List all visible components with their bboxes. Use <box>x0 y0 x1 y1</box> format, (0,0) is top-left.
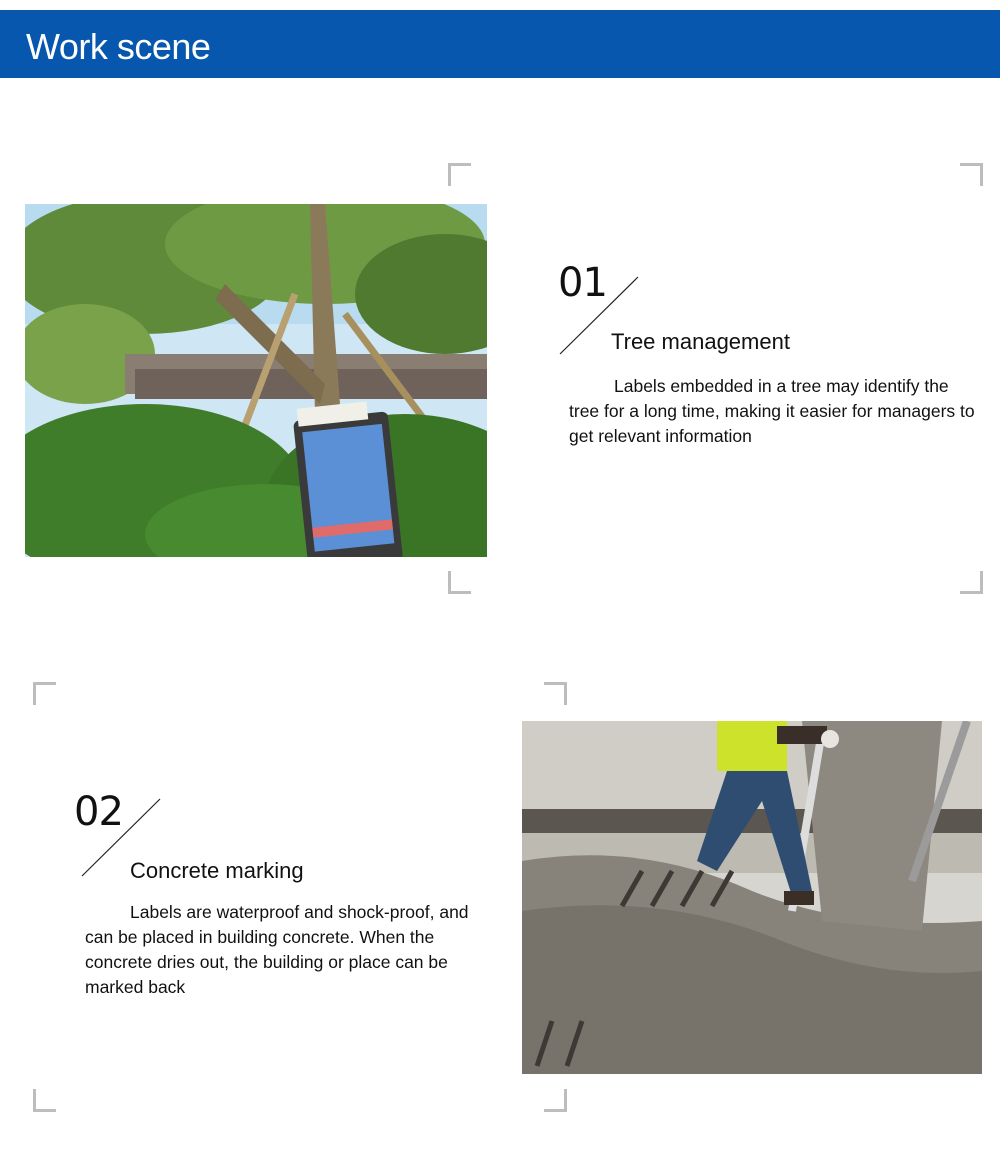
section-description: Labels embedded in a tree may identify the tree for a long time, making it easier for managers to get relevant information <box>569 376 975 446</box>
page-title: Work scene <box>26 26 211 67</box>
section-number: 01 <box>558 260 607 306</box>
section-number: 02 <box>74 789 123 835</box>
corner-bracket <box>960 571 983 594</box>
corner-bracket <box>960 163 983 186</box>
corner-bracket <box>33 1089 56 1112</box>
corner-bracket <box>448 571 471 594</box>
corner-bracket <box>544 1089 567 1112</box>
section-title: Tree management <box>611 329 790 354</box>
corner-bracket <box>33 682 56 705</box>
concrete-photo <box>522 721 982 1074</box>
header-banner <box>0 10 1000 78</box>
corner-bracket <box>544 682 567 705</box>
corner-bracket <box>448 163 471 186</box>
tree-photo <box>25 204 487 557</box>
section-title: Concrete marking <box>130 858 304 883</box>
section-description: Labels are waterproof and shock-proof, and can be placed in building concrete. When the concrete dries out, the building or place can be marked back <box>85 902 469 997</box>
